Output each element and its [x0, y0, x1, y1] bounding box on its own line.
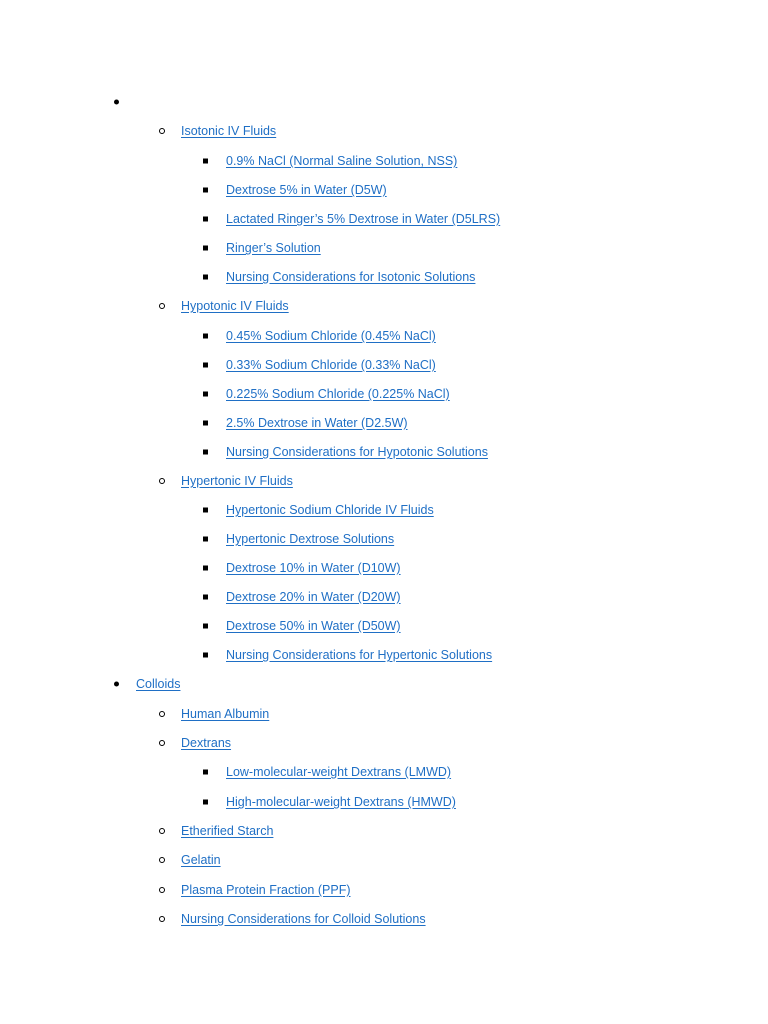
link-d10w[interactable]: Dextrose 10% in Water (D10W)	[226, 561, 401, 575]
link-0225-nacl[interactable]: 0.225% Sodium Chloride (0.225% NaCl)	[226, 387, 450, 401]
outline-item-hypertonic-5	[0, 617, 768, 635]
circle-bullet-icon	[159, 740, 165, 746]
square-bullet-icon	[203, 537, 208, 542]
square-bullet-icon	[203, 159, 208, 164]
link-nursing-colloid[interactable]: Nursing Considerations for Colloid Solutions	[181, 912, 426, 926]
outline-item-hypertonic	[0, 472, 768, 490]
link-ringers-solution[interactable]: Ringer’s Solution	[226, 241, 321, 255]
square-bullet-icon	[203, 800, 208, 805]
square-bullet-icon	[203, 392, 208, 397]
outline-item-colloids	[0, 675, 768, 693]
link-human-albumin[interactable]: Human Albumin	[181, 707, 270, 721]
link-isotonic-iv-fluids[interactable]: Isotonic IV Fluids	[181, 124, 277, 138]
square-bullet-icon	[203, 334, 208, 339]
square-bullet-icon	[203, 624, 208, 629]
link-hypertonic-nacl[interactable]: Hypertonic Sodium Chloride IV Fluids	[226, 503, 434, 517]
outline-item-ppf	[0, 881, 768, 899]
outline-item-isotonic-1	[0, 152, 768, 170]
circle-bullet-icon	[159, 711, 165, 717]
link-gelatin[interactable]: Gelatin	[181, 853, 221, 867]
outline-item-hypotonic-3	[0, 385, 768, 403]
outline-item-isotonic-5	[0, 268, 768, 286]
square-bullet-icon	[203, 275, 208, 280]
outline-item-hypertonic-4	[0, 588, 768, 606]
link-hmwd[interactable]: High-molecular-weight Dextrans (HMWD)	[226, 795, 456, 809]
outline-item-dextrans	[0, 734, 768, 752]
link-plasma-protein-fraction[interactable]: Plasma Protein Fraction (PPF)	[181, 883, 351, 897]
outline-item-etherified-starch	[0, 822, 768, 840]
circle-bullet-icon	[159, 128, 165, 134]
square-bullet-icon	[203, 450, 208, 455]
link-nursing-hypertonic[interactable]: Nursing Considerations for Hypertonic Solutions	[226, 648, 493, 662]
outline-item-hypotonic-4	[0, 414, 768, 432]
square-bullet-icon	[203, 421, 208, 426]
disc-bullet-icon	[114, 100, 119, 105]
link-etherified-starch[interactable]: Etherified Starch	[181, 824, 274, 838]
outline-item-hypertonic-2	[0, 530, 768, 548]
circle-bullet-icon	[159, 887, 165, 893]
outline-item-dextrans-2	[0, 793, 768, 811]
square-bullet-icon	[203, 770, 208, 775]
outline-item-isotonic-3	[0, 210, 768, 228]
link-hypertonic-dextrose[interactable]: Hypertonic Dextrose Solutions	[226, 532, 395, 546]
link-hypotonic-iv-fluids[interactable]: Hypotonic IV Fluids	[181, 299, 289, 313]
link-normal-saline[interactable]: 0.9% NaCl (Normal Saline Solution, NSS)	[226, 154, 458, 168]
outline-item-hypertonic-1	[0, 501, 768, 519]
circle-bullet-icon	[159, 828, 165, 834]
square-bullet-icon	[203, 188, 208, 193]
link-d5w[interactable]: Dextrose 5% in Water (D5W)	[226, 183, 387, 197]
link-033-nacl[interactable]: 0.33% Sodium Chloride (0.33% NaCl)	[226, 358, 436, 372]
outline-item-crystalloids	[0, 93, 768, 111]
outline-item-isotonic	[0, 122, 768, 140]
link-dextrans[interactable]: Dextrans	[181, 736, 232, 750]
circle-bullet-icon	[159, 916, 165, 922]
square-bullet-icon	[203, 217, 208, 222]
outline-item-hypotonic-2	[0, 356, 768, 374]
link-d5lrs[interactable]: Lactated Ringer’s 5% Dextrose in Water (D5LRS)	[226, 212, 501, 226]
outline-item-gelatin	[0, 851, 768, 869]
outline-item-isotonic-4	[0, 239, 768, 257]
link-nursing-hypotonic[interactable]: Nursing Considerations for Hypotonic Solutions	[226, 445, 488, 459]
square-bullet-icon	[203, 653, 208, 658]
square-bullet-icon	[203, 566, 208, 571]
square-bullet-icon	[203, 508, 208, 513]
link-hypertonic-iv-fluids[interactable]: Hypertonic IV Fluids	[181, 474, 293, 488]
outline-item-hypertonic-6	[0, 646, 768, 664]
outline-item-dextrans-1	[0, 763, 768, 781]
link-d20w[interactable]: Dextrose 20% in Water (D20W)	[226, 590, 401, 604]
link-d50w[interactable]: Dextrose 50% in Water (D50W)	[226, 619, 401, 633]
outline-item-hypertonic-3	[0, 559, 768, 577]
outline-item-hypotonic-1	[0, 327, 768, 345]
outline-item-nursing-colloid	[0, 910, 768, 928]
circle-bullet-icon	[159, 857, 165, 863]
circle-bullet-icon	[159, 478, 165, 484]
outline-item-isotonic-2	[0, 181, 768, 199]
outline-item-hypotonic-5	[0, 443, 768, 461]
link-045-nacl[interactable]: 0.45% Sodium Chloride (0.45% NaCl)	[226, 329, 436, 343]
circle-bullet-icon	[159, 303, 165, 309]
outline-item-human-albumin	[0, 705, 768, 723]
link-nursing-isotonic[interactable]: Nursing Considerations for Isotonic Solutions	[226, 270, 476, 284]
square-bullet-icon	[203, 595, 208, 600]
link-d25w[interactable]: 2.5% Dextrose in Water (D2.5W)	[226, 416, 408, 430]
outline-item-hypotonic	[0, 297, 768, 315]
link-colloids[interactable]: Colloids	[136, 677, 181, 691]
link-lmwd[interactable]: Low-molecular-weight Dextrans (LMWD)	[226, 765, 452, 779]
square-bullet-icon	[203, 246, 208, 251]
disc-bullet-icon	[114, 682, 119, 687]
square-bullet-icon	[203, 363, 208, 368]
